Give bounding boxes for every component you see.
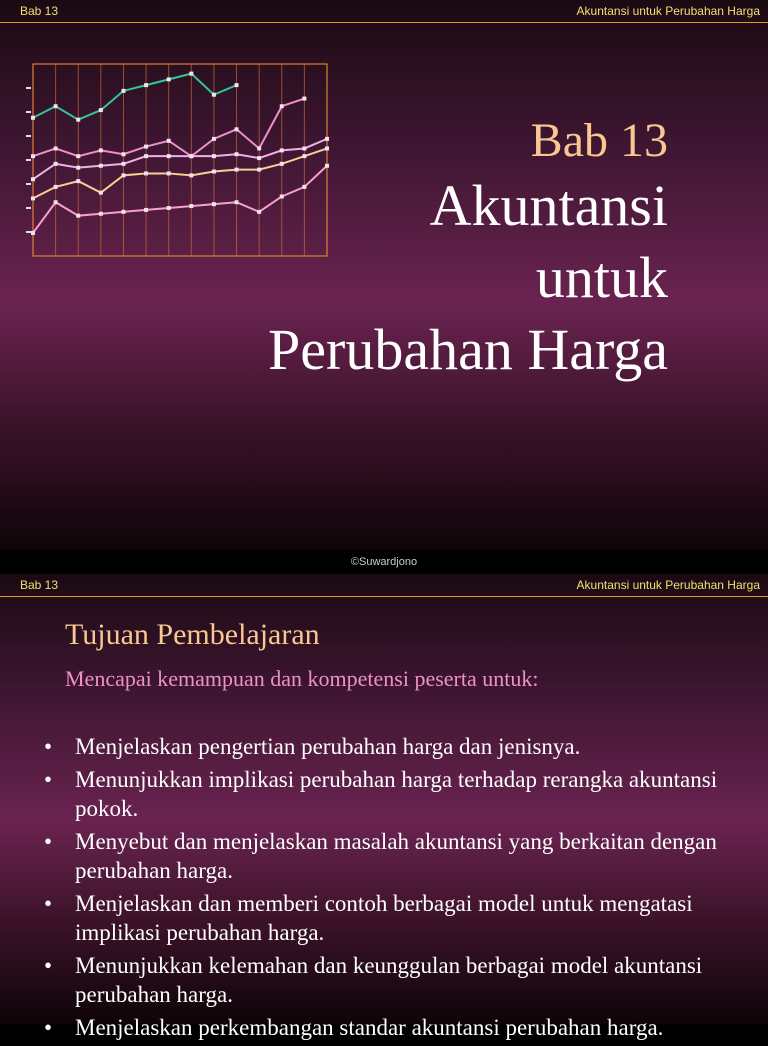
chart-point [167, 139, 171, 143]
list-item-text: Menunjukkan kelemahan dan keunggulan berbagai model akuntansi perubahan harga. [75, 953, 703, 1007]
chart-point [99, 212, 103, 216]
bullet-icon: • [44, 734, 53, 759]
chart-point [76, 179, 80, 183]
chart-point [235, 152, 239, 156]
list-item [40, 732, 740, 761]
header-chapter: Bab 13 [20, 578, 59, 592]
chart-point [167, 77, 171, 81]
list-item [40, 889, 740, 947]
chart-point [280, 104, 284, 108]
list-item [40, 951, 740, 1009]
chart-point [121, 89, 125, 93]
chart-point [257, 156, 261, 160]
chart-point [235, 83, 239, 87]
title-line-3: Perubahan Harga [268, 317, 668, 382]
slide-header [0, 574, 768, 597]
title-line-2: untuk [535, 245, 668, 310]
chart-point [257, 210, 261, 214]
chart-point [189, 204, 193, 208]
chart-point [121, 173, 125, 177]
slide-footer [0, 550, 768, 574]
chart-point [54, 200, 58, 204]
chart-point [76, 118, 80, 122]
chart-point [235, 127, 239, 131]
chart-point [99, 191, 103, 195]
chart-point [189, 72, 193, 76]
header-chapter: Bab 13 [20, 4, 59, 18]
chart-point [54, 162, 58, 166]
chart-point [121, 162, 125, 166]
section-subtitle: Mencapai kemampuan dan kompetensi peserta untuk: [65, 666, 539, 691]
chart-point [212, 137, 216, 141]
chapter-number: Bab 13 [530, 114, 668, 167]
chart-point [31, 116, 35, 120]
bullet-icon: • [44, 1015, 53, 1040]
chart-point [257, 146, 261, 150]
header-topic: Akuntansi untuk Perubahan Harga [576, 578, 760, 592]
list-item [40, 765, 740, 823]
list-item-text: Menunjukkan implikasi perubahan harga terhadap rerangka akuntansi pokok. [75, 767, 718, 821]
chart-point [144, 154, 148, 158]
chart-point [212, 170, 216, 174]
chart-point [76, 166, 80, 170]
chart-point [257, 168, 261, 172]
chart-point [31, 154, 35, 158]
chart-series-line [33, 74, 237, 120]
chart-point [76, 214, 80, 218]
chart-point [167, 171, 171, 175]
bullet-icon: • [44, 767, 53, 792]
chart-point [144, 171, 148, 175]
chart-point [31, 231, 35, 235]
chart-point [212, 93, 216, 97]
list-item-text: Menjelaskan pengertian perubahan harga dan jenisnya. [75, 734, 581, 759]
chart-point [212, 154, 216, 158]
header-topic: Akuntansi untuk Perubahan Harga [576, 4, 760, 18]
bullet-icon: • [44, 953, 53, 978]
bullet-icon: • [44, 891, 53, 916]
chart-point [189, 154, 193, 158]
chart-point [54, 185, 58, 189]
section-title: Tujuan Pembelajaran [65, 618, 320, 651]
chart-point [31, 196, 35, 200]
chart-point [54, 146, 58, 150]
slide-header [0, 0, 768, 23]
chart-point [302, 97, 306, 101]
chart-point [121, 210, 125, 214]
list-item-text: Menjelaskan perkembangan standar akuntansi perubahan harga. [75, 1015, 664, 1040]
list-item [40, 827, 740, 885]
list-item-text: Menjelaskan dan memberi contoh berbagai model untuk mengatasi implikasi perubahan harga. [75, 891, 693, 945]
chart-point [189, 173, 193, 177]
slide-2 [0, 574, 768, 1040]
chart-point [54, 104, 58, 108]
title-line-1: Akuntansi [429, 173, 668, 238]
copyright-text: ©Suwardjono [350, 556, 418, 568]
list-item [40, 1013, 740, 1042]
chart-point [167, 206, 171, 210]
chart-point [99, 108, 103, 112]
bullet-icon: • [44, 829, 53, 854]
chart-point [235, 168, 239, 172]
chart-point [144, 208, 148, 212]
chart-point [235, 200, 239, 204]
chart-point [212, 202, 216, 206]
chart-point [144, 83, 148, 87]
chart-point [76, 154, 80, 158]
chart-point [31, 177, 35, 181]
objective-list [40, 732, 740, 1046]
chart-point [167, 154, 171, 158]
list-item-text: Menyebut dan menjelaskan masalah akuntansi yang berkaitan dengan perubahan harga. [75, 829, 717, 883]
chart-point [121, 152, 125, 156]
chart-point [99, 164, 103, 168]
slide-title-block [268, 112, 668, 386]
chart-point [144, 145, 148, 149]
chart-point [99, 148, 103, 152]
